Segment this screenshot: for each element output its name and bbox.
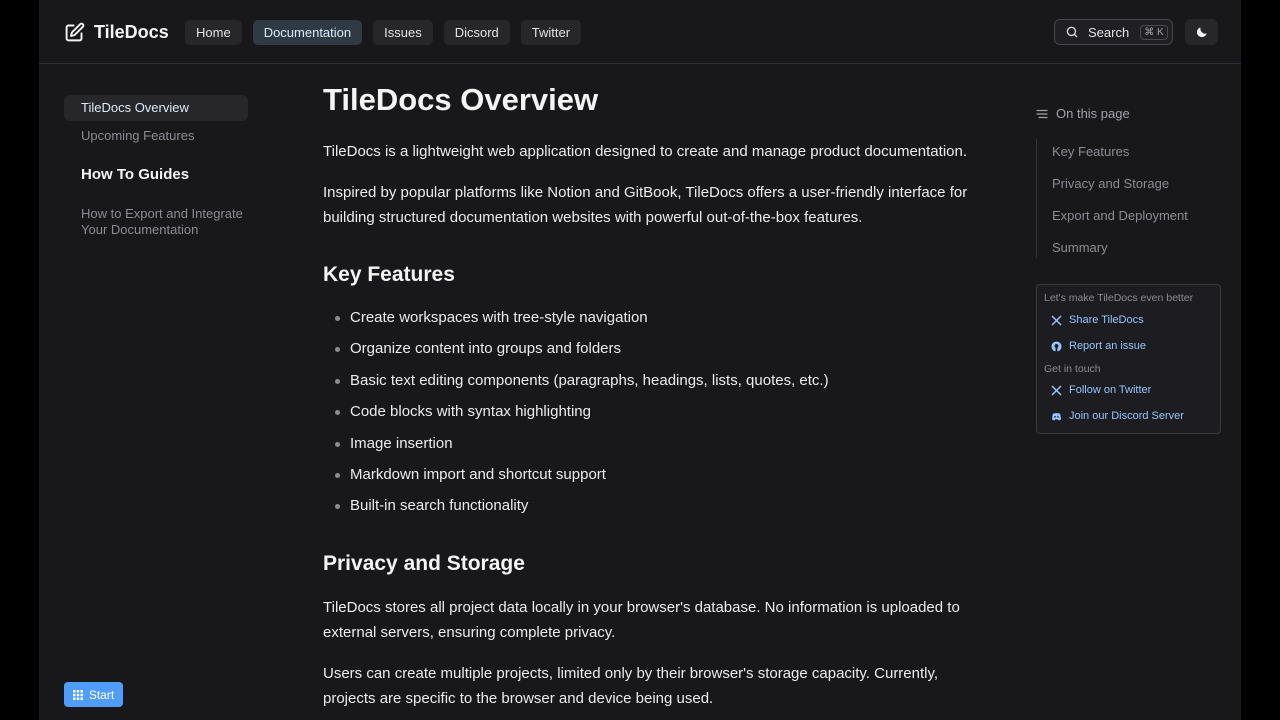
search-label: Search bbox=[1088, 24, 1130, 40]
follow-label: Follow on Twitter bbox=[1069, 384, 1152, 396]
list-item: Markdown import and shortcut support bbox=[323, 464, 973, 495]
list-item: Built-in search functionality bbox=[323, 495, 973, 526]
privacy-heading: Privacy and Storage bbox=[323, 552, 525, 575]
brand-name: TileDocs bbox=[94, 21, 169, 42]
sidebar-section-heading: How To Guides bbox=[81, 166, 190, 183]
list-icon bbox=[1036, 108, 1048, 120]
intro-paragraph: TileDocs is a lightweight web application designed to create and manage product documentation. bbox=[323, 143, 968, 160]
start-label: Start bbox=[88, 687, 115, 702]
brand-logo[interactable] bbox=[64, 20, 169, 44]
list-item: Image insertion bbox=[323, 433, 973, 464]
privacy-paragraph: TileDocs stores all project data locally in your browser's database. No information is uploaded to external servers, ensuring complete privacy. bbox=[323, 599, 960, 641]
report-label: Report an issue bbox=[1069, 340, 1147, 352]
toc-title bbox=[1036, 106, 1226, 121]
app-window bbox=[39, 0, 1241, 720]
grid-icon bbox=[73, 690, 83, 700]
list-item: Create workspaces with tree-style navigation bbox=[323, 307, 973, 338]
discord-link[interactable] bbox=[1051, 410, 1184, 422]
report-issue-link[interactable] bbox=[1051, 340, 1146, 352]
search-shortcut: ⌘ K bbox=[1140, 25, 1167, 40]
card-label-contact: Get in touch bbox=[1044, 363, 1101, 375]
card-label-improve: Let's make TileDocs even better bbox=[1044, 292, 1194, 304]
start-button[interactable] bbox=[64, 682, 123, 707]
main-nav bbox=[185, 20, 581, 45]
follow-twitter-link[interactable] bbox=[1051, 384, 1151, 396]
sidebar-item-export-guide[interactable] bbox=[81, 206, 243, 238]
toc-item-key-features[interactable]: Key Features bbox=[1052, 144, 1130, 159]
nav-discord[interactable]: Dicsord bbox=[444, 20, 510, 45]
top-navigation-bar bbox=[39, 0, 1241, 64]
features-list bbox=[323, 307, 973, 527]
storage-paragraph: Users can create multiple projects, limited only by their browser's storage capacity. Currently, projects are specific to the browser and device being used. bbox=[323, 665, 939, 707]
list-item: Code blocks with syntax highlighting bbox=[323, 401, 973, 432]
discord-icon bbox=[1051, 411, 1062, 422]
toc-item-privacy[interactable]: Privacy and Storage bbox=[1052, 176, 1170, 191]
page-title: TileDocs Overview bbox=[323, 82, 599, 117]
toc-title-label: On this page bbox=[1056, 106, 1130, 121]
community-card bbox=[1036, 284, 1221, 434]
table-of-contents bbox=[1036, 106, 1226, 255]
sidebar-item-label: How to Export and Integrate bbox=[81, 206, 243, 221]
search-icon bbox=[1065, 25, 1079, 39]
list-item: Organize content into groups and folders bbox=[323, 338, 973, 369]
toc-item-summary[interactable]: Summary bbox=[1052, 240, 1108, 255]
list-item: Basic text editing components (paragraphs, headings, lists, quotes, etc.) bbox=[323, 370, 973, 401]
sidebar-item-label: Your Documentation bbox=[81, 222, 199, 237]
theme-toggle-button[interactable] bbox=[1185, 19, 1218, 45]
inspired-paragraph: Inspired by popular platforms like Notion and GitBook, TileDocs offers a user-friendly interface for building structured documentation websites with powerful out-of-the-box features. bbox=[323, 184, 968, 226]
github-icon bbox=[1051, 341, 1062, 352]
nav-issues[interactable]: Issues bbox=[373, 20, 433, 45]
key-features-heading: Key Features bbox=[323, 263, 455, 286]
sidebar bbox=[64, 95, 248, 237]
edit-document-icon bbox=[64, 22, 85, 43]
share-label: Share TileDocs bbox=[1069, 314, 1144, 326]
moon-icon bbox=[1195, 25, 1209, 39]
x-logo-icon bbox=[1051, 315, 1062, 326]
share-link[interactable] bbox=[1051, 314, 1144, 326]
discord-label: Join our Discord Server bbox=[1069, 410, 1184, 422]
nav-documentation[interactable]: Documentation bbox=[253, 20, 362, 45]
toc-list bbox=[1036, 139, 1196, 258]
sidebar-item-overview[interactable]: TileDocs Overview bbox=[64, 95, 248, 121]
search-button[interactable] bbox=[1054, 19, 1173, 45]
nav-home[interactable]: Home bbox=[185, 20, 242, 45]
toc-item-export[interactable]: Export and Deployment bbox=[1052, 208, 1188, 223]
sidebar-item-upcoming-features[interactable]: Upcoming Features bbox=[81, 128, 195, 143]
nav-twitter[interactable]: Twitter bbox=[521, 20, 581, 45]
x-logo-icon bbox=[1051, 385, 1062, 396]
